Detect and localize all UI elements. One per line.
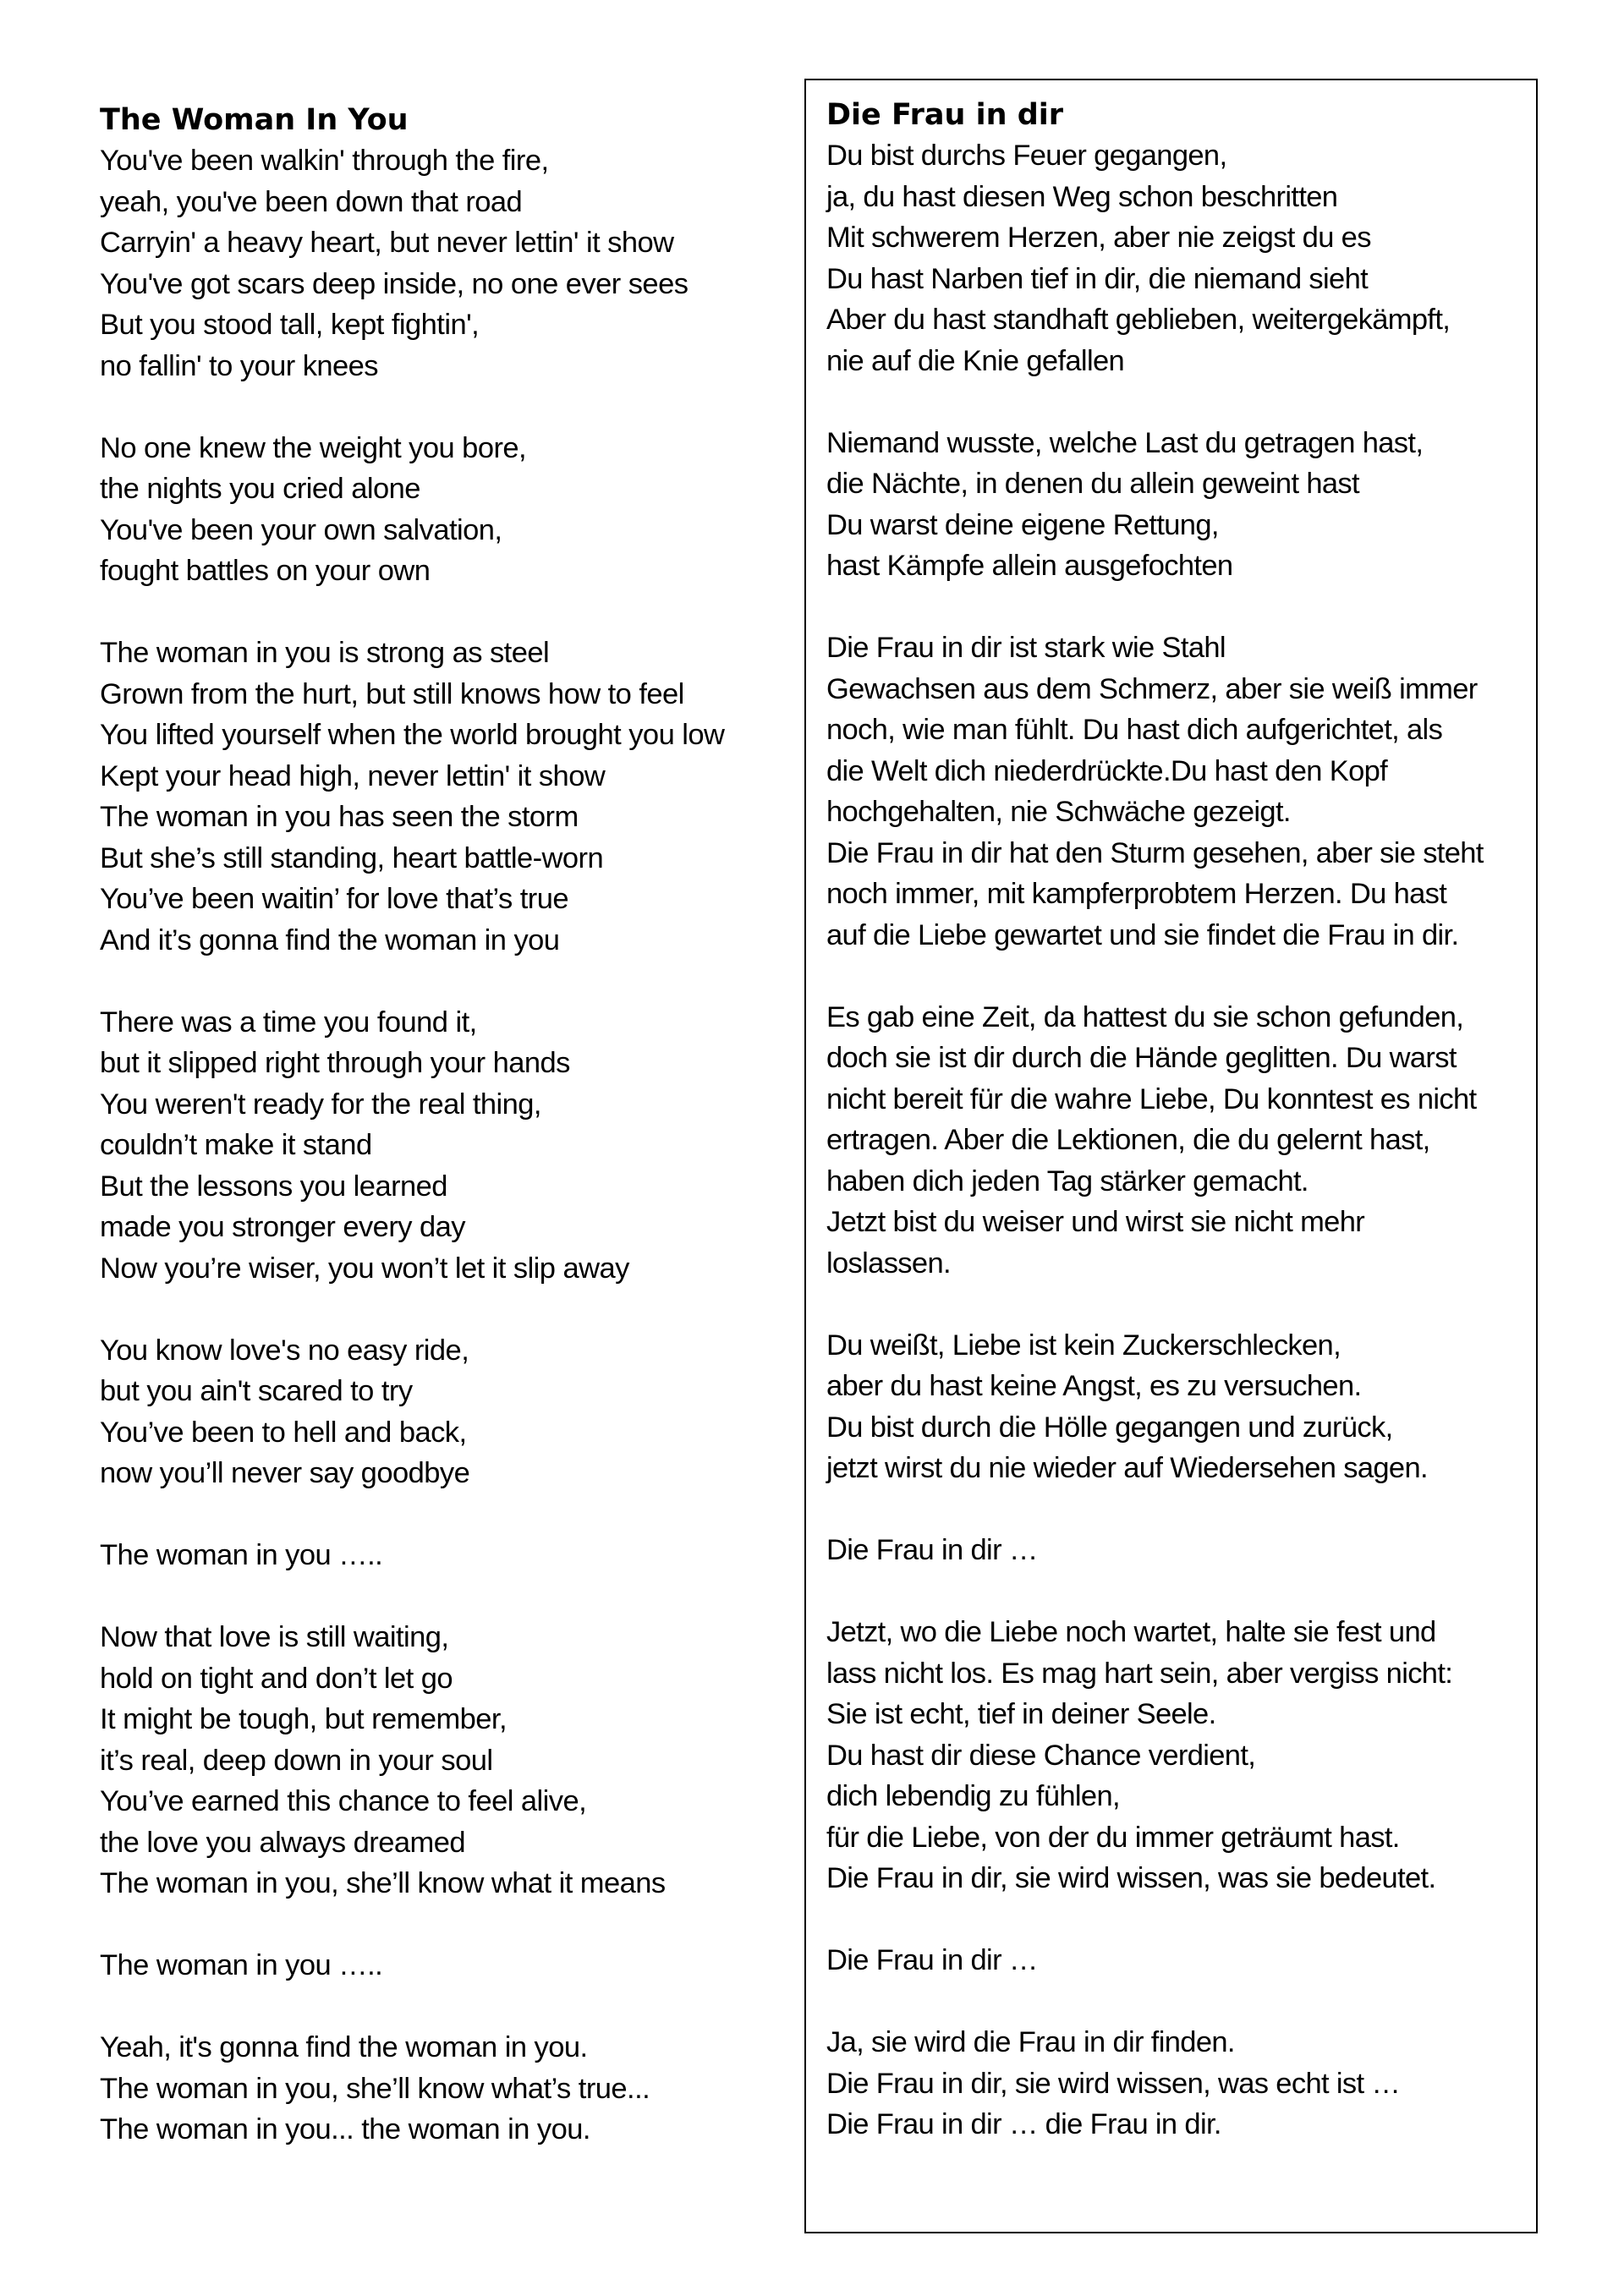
- german-lyrics: [826, 135, 1536, 2145]
- english-lyric-line: the love you always dreamed: [100, 1826, 465, 1859]
- english-lyric-line: hold on tight and don’t let go: [100, 1662, 453, 1695]
- german-lyric-line: jetzt wirst du nie wieder auf Wiedersehen sagen.: [826, 1452, 1428, 1484]
- english-lyrics: [100, 140, 810, 2151]
- german-lyric-line: für die Liebe, von der du immer geträumt hast.: [826, 1821, 1400, 1854]
- english-lyric-line: Grown from the hurt, but still knows how to feel: [100, 677, 684, 710]
- english-lyric-line: it’s real, deep down in your soul: [100, 1744, 493, 1777]
- english-lyric-line: You’ve been to hell and back,: [100, 1416, 467, 1449]
- english-lyric-line: But you stood tall, kept fightin',: [100, 309, 480, 341]
- german-title: Die Frau in dir: [826, 98, 1064, 132]
- german-lyric-line: lass nicht los. Es mag hart sein, aber vergiss nicht:: [826, 1657, 1453, 1690]
- english-lyric-line: fought battles on your own: [100, 555, 431, 587]
- german-lyric-line: Niemand wusste, welche Last du getragen hast,: [826, 426, 1424, 459]
- english-lyric-line: But she’s still standing, heart battle-worn: [100, 841, 604, 874]
- english-lyric-line: but you ain't scared to try: [100, 1375, 413, 1407]
- english-lyric-line: couldn’t make it stand: [100, 1129, 372, 1161]
- stanza-gap: [826, 381, 1536, 423]
- english-lyric-line: The woman in you is strong as steel: [100, 637, 550, 669]
- german-lyric-line: ja, du hast diesen Weg schon beschritten: [826, 180, 1338, 213]
- english-lyric-line: Kept your head high, never lettin' it show: [100, 759, 606, 792]
- german-lyric-line: Du bist durchs Feuer gegangen,: [826, 140, 1227, 172]
- german-lyric-line: Die Frau in dir …: [826, 1534, 1038, 1566]
- german-lyric-line: noch immer, mit kampferprobtem Herzen. Du hast: [826, 878, 1447, 910]
- stanza-gap: [826, 1899, 1536, 1941]
- english-lyric-line: The woman in you, she’ll know what’s true...: [100, 2072, 650, 2105]
- english-lyric-line: but it slipped right through your hands: [100, 1047, 570, 1079]
- german-lyric-line: hochgehalten, nie Schwäche gezeigt.: [826, 796, 1291, 828]
- english-lyric-line: Yeah, it's gonna find the woman in you.: [100, 2031, 588, 2063]
- german-lyric-line: Ja, sie wird die Frau in dir finden.: [826, 2026, 1235, 2058]
- english-lyric-line: now you’ll never say goodbye: [100, 1457, 470, 1489]
- english-lyric-line: The woman in you has seen the storm: [100, 801, 579, 833]
- english-lyric-line: It might be tough, but remember,: [100, 1703, 507, 1735]
- german-lyric-line: nie auf die Knie gefallen: [826, 344, 1125, 377]
- english-lyric-line: Now that love is still waiting,: [100, 1621, 449, 1653]
- german-lyric-line: aber du hast keine Angst, es zu versuchen.: [826, 1370, 1362, 1402]
- english-title: The Woman In You: [100, 103, 409, 137]
- german-lyric-line: Es gab eine Zeit, da hattest du sie schon gefunden,: [826, 1000, 1464, 1033]
- english-lyric-line: yeah, you've been down that road: [100, 185, 523, 218]
- german-lyric-line: Sie ist echt, tief in deiner Seele.: [826, 1698, 1216, 1730]
- stanza-gap: [100, 1576, 810, 1618]
- german-lyric-line: Aber du hast standhaft geblieben, weitergekämpft,: [826, 304, 1451, 336]
- german-lyric-line: Die Frau in dir, sie wird wissen, was echt ist …: [826, 2067, 1401, 2100]
- german-lyric-line: Du hast Narben tief in dir, die niemand sieht: [826, 262, 1369, 295]
- german-lyric-line: haben dich jeden Tag stärker gemacht.: [826, 1164, 1309, 1197]
- stanza-gap: [826, 956, 1536, 997]
- english-lyric-line: The woman in you …..: [100, 1539, 383, 1571]
- german-lyric-line: dich lebendig zu fühlen,: [826, 1780, 1120, 1812]
- english-lyric-line: The woman in you …..: [100, 1949, 383, 1981]
- english-lyric-line: The woman in you, she’ll know what it means: [100, 1867, 666, 1899]
- stanza-gap: [100, 1289, 810, 1330]
- english-lyric-line: You’ve earned this chance to feel alive,: [100, 1785, 587, 1817]
- german-lyric-line: Du weißt, Liebe ist kein Zuckerschlecken,: [826, 1329, 1341, 1362]
- english-lyric-line: The woman in you... the woman in you.: [100, 2113, 590, 2145]
- german-lyric-line: doch sie ist dir durch die Hände geglitten. Du warst: [826, 1042, 1457, 1074]
- german-lyric-line: Jetzt bist du weiser und wirst sie nicht mehr: [826, 1206, 1365, 1238]
- german-lyric-line: noch, wie man fühlt. Du hast dich aufgerichtet, als: [826, 714, 1443, 746]
- german-lyric-line: Du warst deine eigene Rettung,: [826, 508, 1219, 541]
- german-lyric-line: Die Frau in dir, sie wird wissen, was sie bedeutet.: [826, 1862, 1436, 1894]
- stanza-gap: [826, 1284, 1536, 1325]
- stanza-gap: [100, 592, 810, 633]
- english-lyric-line: You've got scars deep inside, no one ever sees: [100, 267, 689, 300]
- german-lyric-line: die Welt dich niederdrückte.Du hast den Kopf: [826, 754, 1388, 787]
- english-lyric-line: And it’s gonna find the woman in you: [100, 923, 560, 956]
- stanza-gap: [826, 1489, 1536, 1531]
- german-lyric-line: Die Frau in dir hat den Sturm gesehen, aber sie steht: [826, 836, 1484, 869]
- stanza-gap: [100, 1494, 810, 1536]
- english-lyric-line: You lifted yourself when the world brought you low: [100, 719, 725, 751]
- stanza-gap: [100, 1904, 810, 1946]
- stanza-gap: [100, 961, 810, 1002]
- english-lyric-line: Now you’re wiser, you won’t let it slip away: [100, 1252, 629, 1285]
- german-lyric-line: loslassen.: [826, 1247, 951, 1280]
- stanza-gap: [100, 386, 810, 428]
- german-lyric-line: ertragen. Aber die Lektionen, die du gelernt hast,: [826, 1124, 1430, 1156]
- english-lyric-line: the nights you cried alone: [100, 473, 420, 505]
- german-lyric-line: Gewachsen aus dem Schmerz, aber sie weiß immer: [826, 672, 1478, 705]
- german-lyric-line: Die Frau in dir ist stark wie Stahl: [826, 632, 1226, 664]
- english-lyrics-column: [100, 100, 810, 2151]
- english-lyric-line: You weren't ready for the real thing,: [100, 1088, 541, 1121]
- english-lyric-line: You've been walkin' through the fire,: [100, 145, 549, 177]
- german-lyric-line: nicht bereit für die wahre Liebe, Du konntest es nicht: [826, 1082, 1477, 1115]
- english-lyric-line: You've been your own salvation,: [100, 513, 502, 546]
- english-lyric-line: But the lessons you learned: [100, 1170, 447, 1203]
- english-lyric-line: There was a time you found it,: [100, 1006, 477, 1038]
- german-lyric-line: Die Frau in dir …: [826, 1944, 1038, 1976]
- german-lyric-line: Du hast dir diese Chance verdient,: [826, 1739, 1256, 1772]
- english-lyric-line: No one knew the weight you bore,: [100, 431, 527, 464]
- stanza-gap: [100, 1986, 810, 2028]
- english-lyric-line: You know love's no easy ride,: [100, 1334, 469, 1367]
- german-lyric-line: Mit schwerem Herzen, aber nie zeigst du es: [826, 222, 1371, 254]
- stanza-gap: [826, 1981, 1536, 2023]
- english-lyric-line: You’ve been waitin’ for love that’s true: [100, 883, 569, 915]
- english-lyric-line: Carryin' a heavy heart, but never lettin' it show: [100, 227, 674, 259]
- german-lyrics-box: [804, 79, 1538, 2233]
- stanza-gap: [826, 1571, 1536, 1613]
- stanza-gap: [826, 587, 1536, 628]
- german-lyric-line: Du bist durch die Hölle gegangen und zurück,: [826, 1411, 1393, 1444]
- german-lyric-line: Die Frau in dir … die Frau in dir.: [826, 2108, 1221, 2140]
- german-lyric-line: hast Kämpfe allein ausgefochten: [826, 550, 1233, 582]
- english-lyric-line: made you stronger every day: [100, 1211, 465, 1243]
- german-lyric-line: auf die Liebe gewartet und sie findet die Frau in dir.: [826, 918, 1459, 951]
- german-lyric-line: Jetzt, wo die Liebe noch wartet, halte sie fest und: [826, 1616, 1436, 1648]
- german-lyric-line: die Nächte, in denen du allein geweint hast: [826, 468, 1359, 500]
- english-lyric-line: no fallin' to your knees: [100, 349, 379, 382]
